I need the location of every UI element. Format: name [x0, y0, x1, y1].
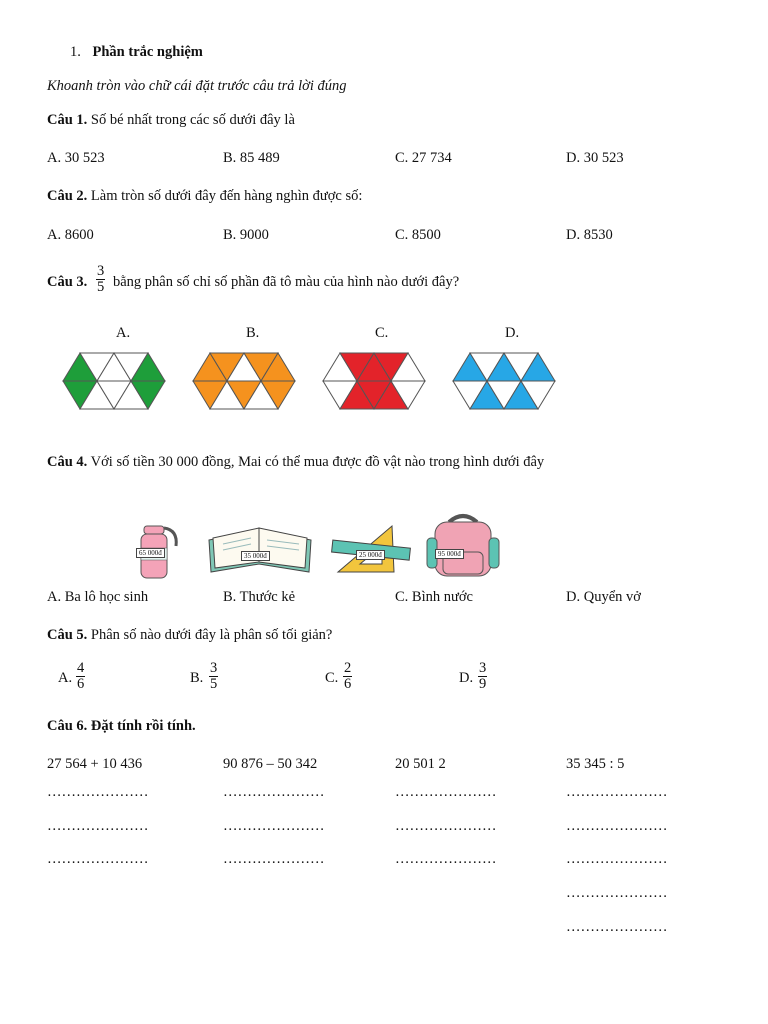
- figure-label-b: B.: [246, 325, 260, 341]
- price-tag-backpack: 95 000đ: [435, 549, 464, 559]
- answer-line[interactable]: …………………: [223, 818, 325, 834]
- answer-line[interactable]: …………………: [566, 851, 668, 867]
- question-3-label: Câu 3.: [47, 274, 88, 290]
- fraction-denominator: 6: [77, 676, 85, 692]
- question-1: [47, 112, 295, 129]
- q1-option-c[interactable]: C. 27 734: [395, 150, 452, 166]
- q5-option-d-fraction[interactable]: [478, 661, 487, 692]
- price-tag-notebook: 35 000đ: [241, 551, 270, 561]
- question-2-label: Câu 2.: [47, 188, 88, 204]
- answer-line[interactable]: …………………: [47, 784, 149, 800]
- q5-option-a-letter[interactable]: A.: [58, 670, 73, 686]
- q2-option-c[interactable]: C. 8500: [395, 227, 441, 243]
- backpack-illustration: [425, 512, 503, 580]
- answer-line[interactable]: …………………: [223, 784, 325, 800]
- answer-line[interactable]: …………………: [47, 818, 149, 834]
- question-4-label: Câu 4.: [47, 454, 88, 470]
- answer-line[interactable]: …………………: [566, 885, 668, 901]
- question-6-label: Câu 6. Đặt tính rồi tính.: [47, 718, 196, 734]
- fraction-denominator: 6: [344, 676, 352, 692]
- fraction-numerator: 2: [344, 660, 352, 676]
- section-number: 1.: [70, 44, 81, 60]
- q5-option-b-fraction[interactable]: [209, 661, 218, 692]
- ruler-illustration: [330, 520, 412, 576]
- answer-line[interactable]: …………………: [223, 851, 325, 867]
- fraction-numerator: 3: [210, 660, 218, 676]
- hexagon-figure-d[interactable]: [453, 353, 559, 409]
- instruction: Khoanh tròn vào chữ cái đặt trước câu trả lời đúng: [47, 78, 347, 94]
- q6-expression-3: 20 501 2: [395, 756, 446, 772]
- notebook-illustration: [205, 522, 317, 578]
- question-4-text: Với số tiền 30 000 đồng, Mai có thể mua được đồ vật nào trong hình dưới đây: [90, 454, 545, 470]
- answer-line[interactable]: …………………: [395, 784, 497, 800]
- q4-option-c[interactable]: C. Bình nước: [395, 589, 473, 605]
- q4-option-d[interactable]: D. Quyển vở: [566, 589, 641, 605]
- question-4: [47, 454, 544, 471]
- answer-line[interactable]: …………………: [566, 919, 668, 935]
- figure-label-d: D.: [505, 325, 520, 341]
- question-5-text: Phân số nào dưới đây là phân số tối giản?: [90, 627, 333, 643]
- question-3-text: bằng phân số chỉ số phần đã tô màu của hình nào dưới đây?: [113, 274, 460, 290]
- answer-line[interactable]: …………………: [395, 818, 497, 834]
- question-1-label: Câu 1.: [47, 112, 88, 128]
- q4-option-b[interactable]: B. Thước kẻ: [223, 589, 296, 605]
- fraction-numerator: 3: [97, 263, 105, 279]
- fraction-denominator: 5: [97, 279, 105, 295]
- price-tag-ruler: 25 000đ: [356, 550, 385, 560]
- question-5: [47, 627, 332, 644]
- figure-label-a: A.: [116, 325, 131, 341]
- q5-option-c-fraction[interactable]: [343, 661, 352, 692]
- figure-label-c: C.: [375, 325, 389, 341]
- question-1-text: Số bé nhất trong các số dưới đây là: [90, 112, 295, 128]
- section-heading: [70, 44, 203, 61]
- q5-option-d-letter[interactable]: D.: [459, 670, 474, 686]
- section-title: Phần trắc nghiệm: [92, 44, 203, 60]
- fraction-denominator: 5: [210, 676, 218, 692]
- price-tag-bottle: 65 000đ: [136, 548, 165, 558]
- fraction-denominator: 9: [479, 676, 487, 692]
- fraction-numerator: 3: [479, 660, 487, 676]
- q5-option-b-letter[interactable]: B.: [190, 670, 204, 686]
- q1-option-a[interactable]: A. 30 523: [47, 150, 105, 166]
- answer-line[interactable]: …………………: [566, 784, 668, 800]
- answer-line[interactable]: …………………: [47, 851, 149, 867]
- q2-option-d[interactable]: D. 8530: [566, 227, 613, 243]
- question-3-fraction: [96, 264, 105, 295]
- q5-option-c-letter[interactable]: C.: [325, 670, 339, 686]
- q5-option-a-fraction[interactable]: [76, 661, 85, 692]
- q6-expression-4: 35 345 : 5: [566, 756, 625, 772]
- q4-option-a[interactable]: A. Ba lô học sinh: [47, 589, 149, 605]
- q2-option-a[interactable]: A. 8600: [47, 227, 94, 243]
- q6-expression-2: 90 876 – 50 342: [223, 756, 318, 772]
- answer-line[interactable]: …………………: [566, 818, 668, 834]
- q2-option-b[interactable]: B. 9000: [223, 227, 269, 243]
- q1-option-b[interactable]: B. 85 489: [223, 150, 280, 166]
- q6-expression-1: 27 564 + 10 436: [47, 756, 143, 772]
- question-2-text: Làm tròn số dưới đây đến hàng nghìn được số:: [90, 188, 363, 204]
- q1-option-d[interactable]: D. 30 523: [566, 150, 624, 166]
- hexagon-figure-c[interactable]: [323, 353, 429, 409]
- answer-line[interactable]: …………………: [395, 851, 497, 867]
- hexagon-figure-b[interactable]: [193, 353, 299, 409]
- fraction-numerator: 4: [77, 660, 85, 676]
- hexagon-figure-a[interactable]: [63, 353, 169, 409]
- question-5-label: Câu 5.: [47, 627, 88, 643]
- question-2: [47, 188, 362, 205]
